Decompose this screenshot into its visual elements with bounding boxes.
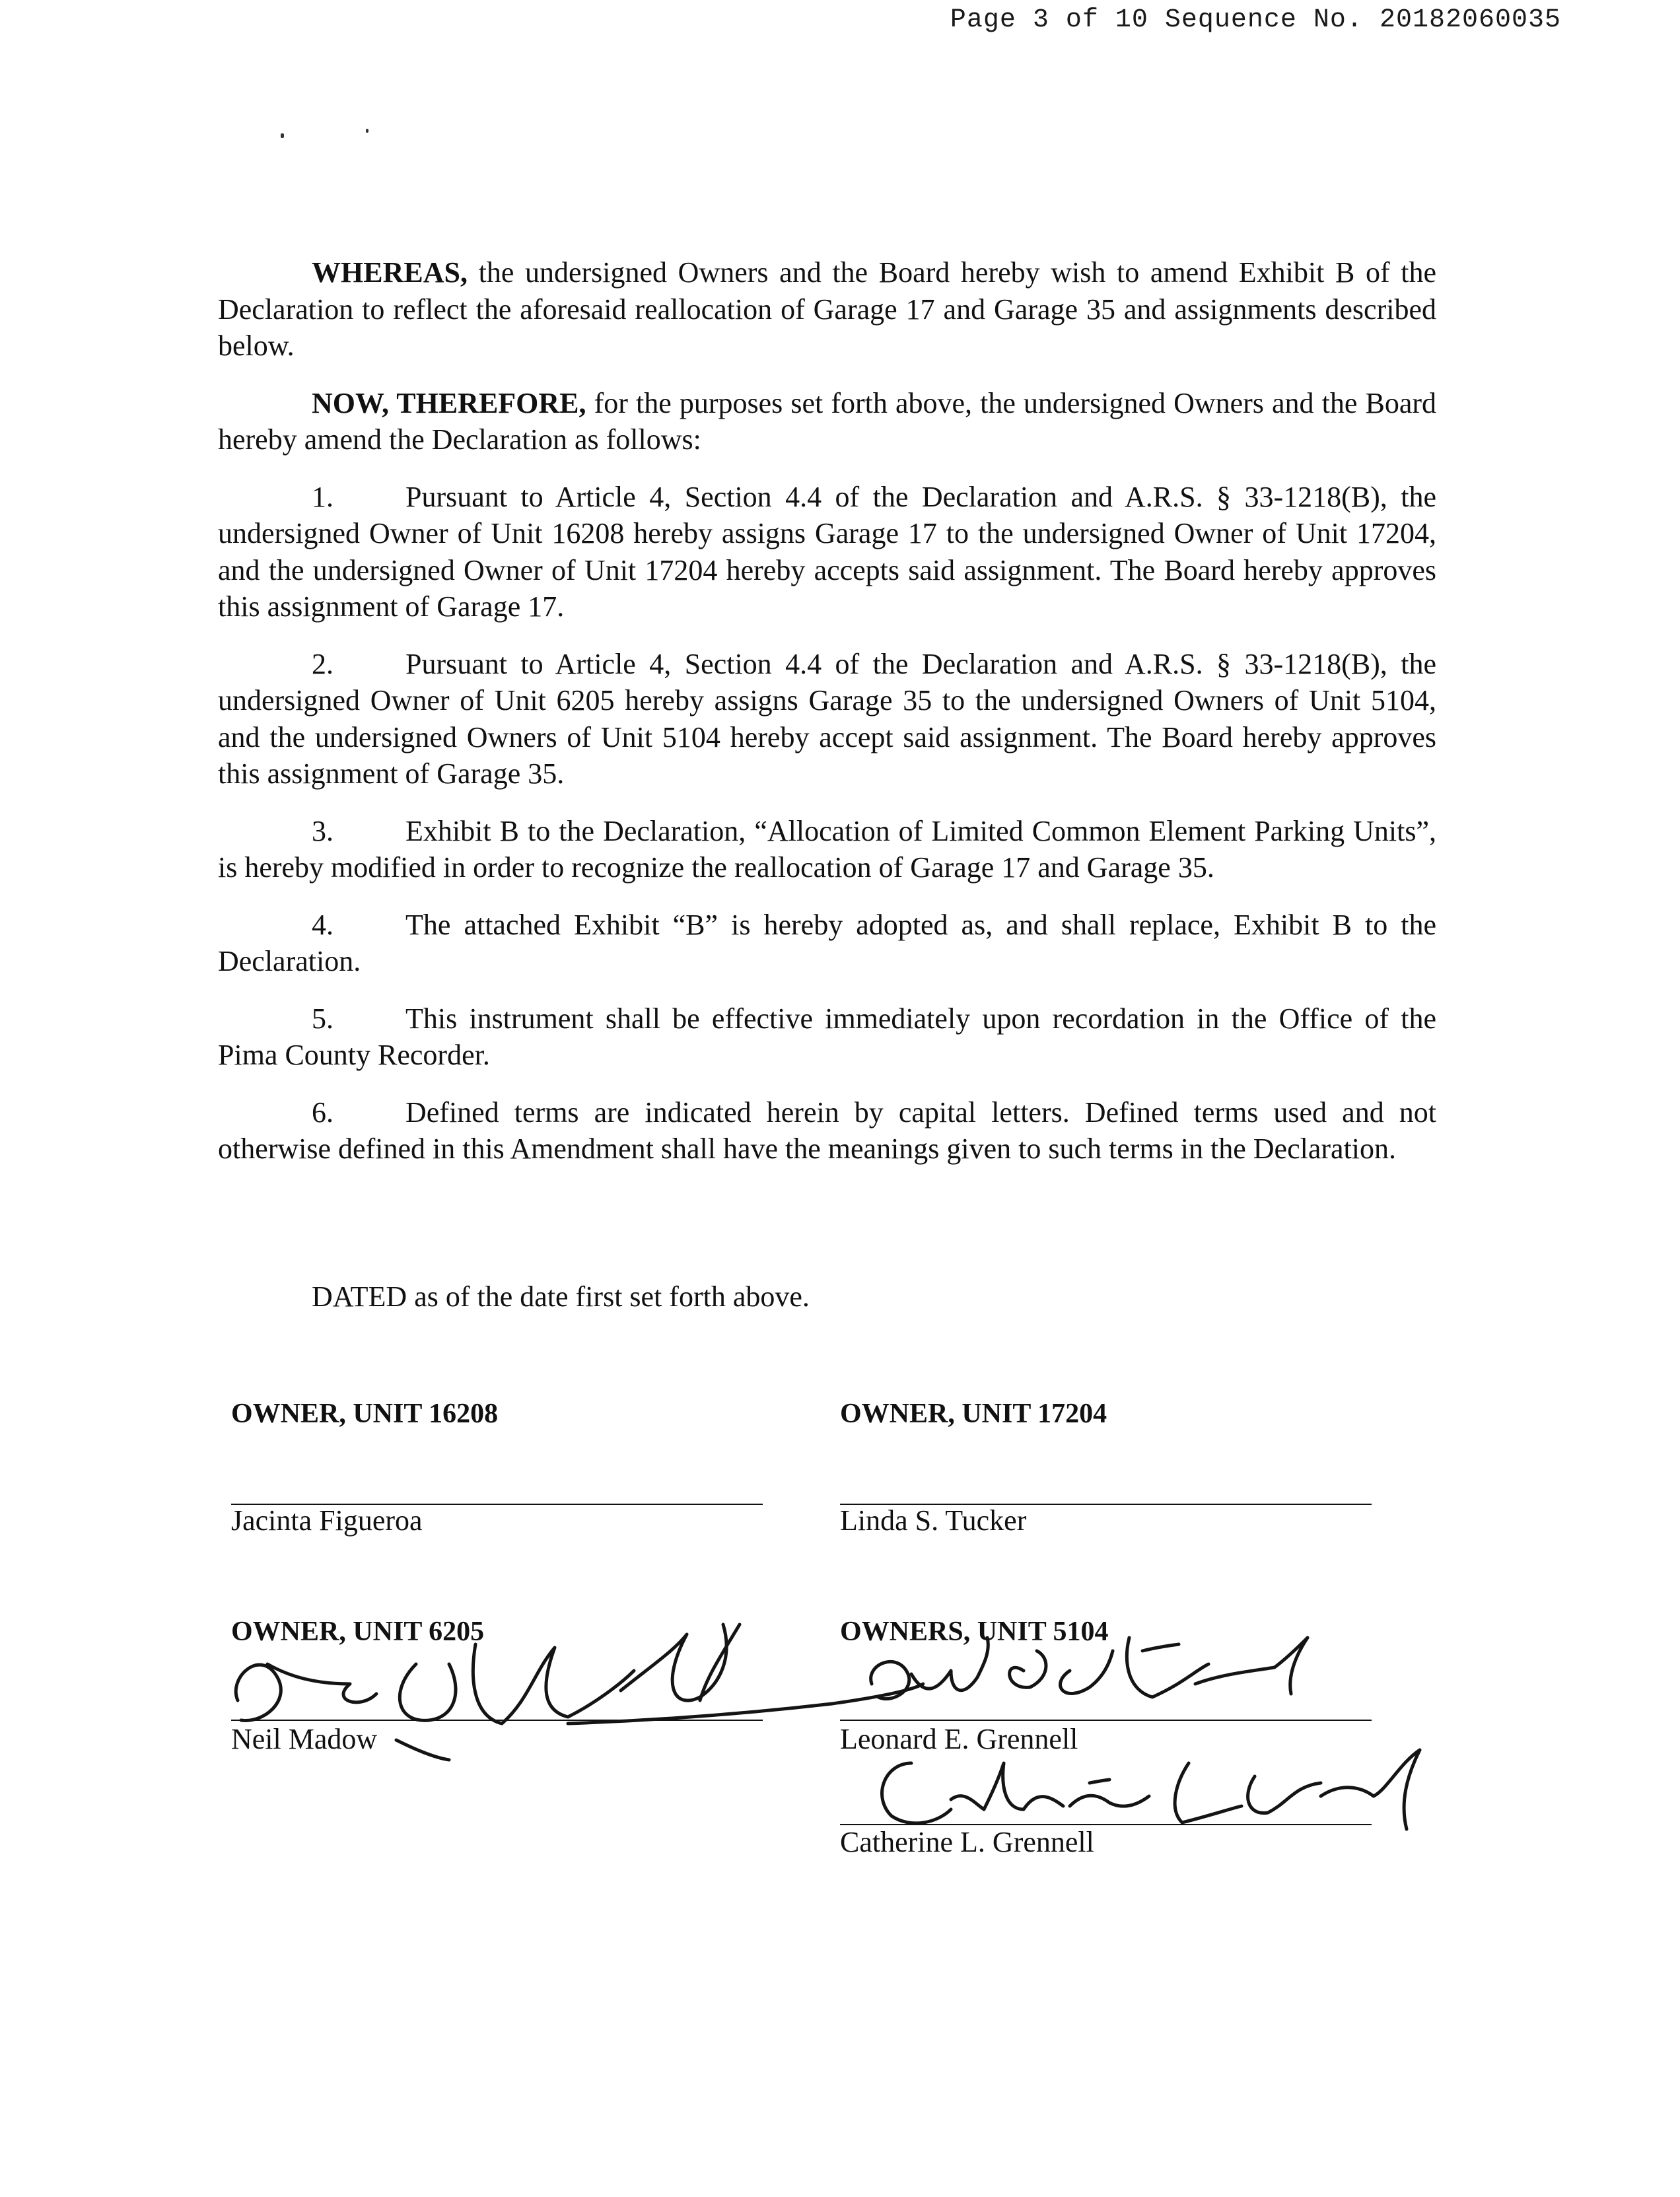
scan-speck [281, 133, 284, 138]
item-text: Exhibit B to the Declaration, “Allocation of Limited Common Element Parking Units”, is hereby modified in order to recognize the reallocation of Garage 17 and Garage 35. [218, 814, 1436, 884]
item-number: 3. [312, 814, 333, 847]
signature-heading-16208: OWNER, UNIT 16208 [231, 1399, 499, 1429]
numbered-item-1 [218, 479, 1436, 625]
whereas-lead: WHEREAS, [312, 256, 468, 289]
item-text: This instrument shall be effective immediately upon recordation in the Office of the Pima County Recorder. [218, 1002, 1436, 1071]
numbered-item-6 [218, 1094, 1436, 1168]
signer-name-5104-a: Leonard E. Grennell [840, 1723, 1078, 1755]
numbered-item-4 [218, 907, 1436, 980]
now-therefore-lead: NOW, THEREFORE, [312, 386, 586, 419]
item-number: 4. [312, 908, 333, 941]
signer-name-16208: Jacinta Figueroa [231, 1504, 423, 1537]
amendment-body [218, 254, 1436, 1188]
item-text: The attached Exhibit “B” is hereby adopted as, and shall replace, Exhibit B to the Declaration. [218, 908, 1436, 977]
signature-line-6205 [231, 1720, 763, 1721]
item-text: Defined terms are indicated herein by capital letters. Defined terms used and not otherwise defined in this Amendment shall have the meanings given to such terms in the Declaration. [218, 1096, 1436, 1165]
numbered-item-3 [218, 813, 1436, 886]
item-number: 5. [312, 1002, 333, 1035]
dated-line: DATED as of the date first set forth above. [312, 1280, 810, 1313]
signature-line-5104-a [840, 1720, 1372, 1721]
numbered-item-2 [218, 646, 1436, 792]
signature-heading-5104: OWNERS, UNIT 5104 [840, 1617, 1109, 1647]
signer-name-17204: Linda S. Tucker [840, 1504, 1027, 1537]
item-number: 2. [312, 647, 333, 680]
signer-name-5104-b: Catherine L. Grennell [840, 1826, 1094, 1858]
now-therefore-paragraph [218, 385, 1436, 458]
signer-name-6205: Neil Madow [231, 1723, 378, 1755]
whereas-text: the undersigned Owners and the Board hereby wish to amend Exhibit B of the Declaration to reflect the aforesaid reallocation of Garage 17 and Garage 35 and assignments described below. [218, 256, 1436, 362]
whereas-paragraph [218, 254, 1436, 365]
scan-speck [366, 129, 368, 133]
item-text: Pursuant to Article 4, Section 4.4 of the Declaration and A.R.S. § 33-1218(B), the undersigned Owner of Unit 16208 hereby assigns Garage 17 to the undersigned Owner of Unit 17204, and the undersigned Owner of Unit 17204 hereby accepts said assignment. The Board hereby approves this assignment of Garage 17. [218, 480, 1436, 623]
page-sequence-stamp: Page 3 of 10 Sequence No. 20182060035 [950, 5, 1561, 35]
item-text: Pursuant to Article 4, Section 4.4 of the Declaration and A.R.S. § 33-1218(B), the undersigned Owner of Unit 6205 hereby assigns Garage 35 to the undersigned Owners of Unit 5104, and the undersigned Owners of Unit 5104 hereby accept said assignment. The Board hereby approves this assignment of Garage 35. [218, 647, 1436, 790]
item-number: 1. [312, 480, 333, 513]
signature-heading-6205: OWNER, UNIT 6205 [231, 1617, 485, 1647]
signature-heading-17204: OWNER, UNIT 17204 [840, 1399, 1107, 1429]
item-number: 6. [312, 1096, 333, 1129]
now-therefore-text: for the purposes set forth above, the undersigned Owners and the Board hereby amend the Declaration as follows: [218, 386, 1437, 456]
numbered-item-5 [218, 1000, 1436, 1074]
